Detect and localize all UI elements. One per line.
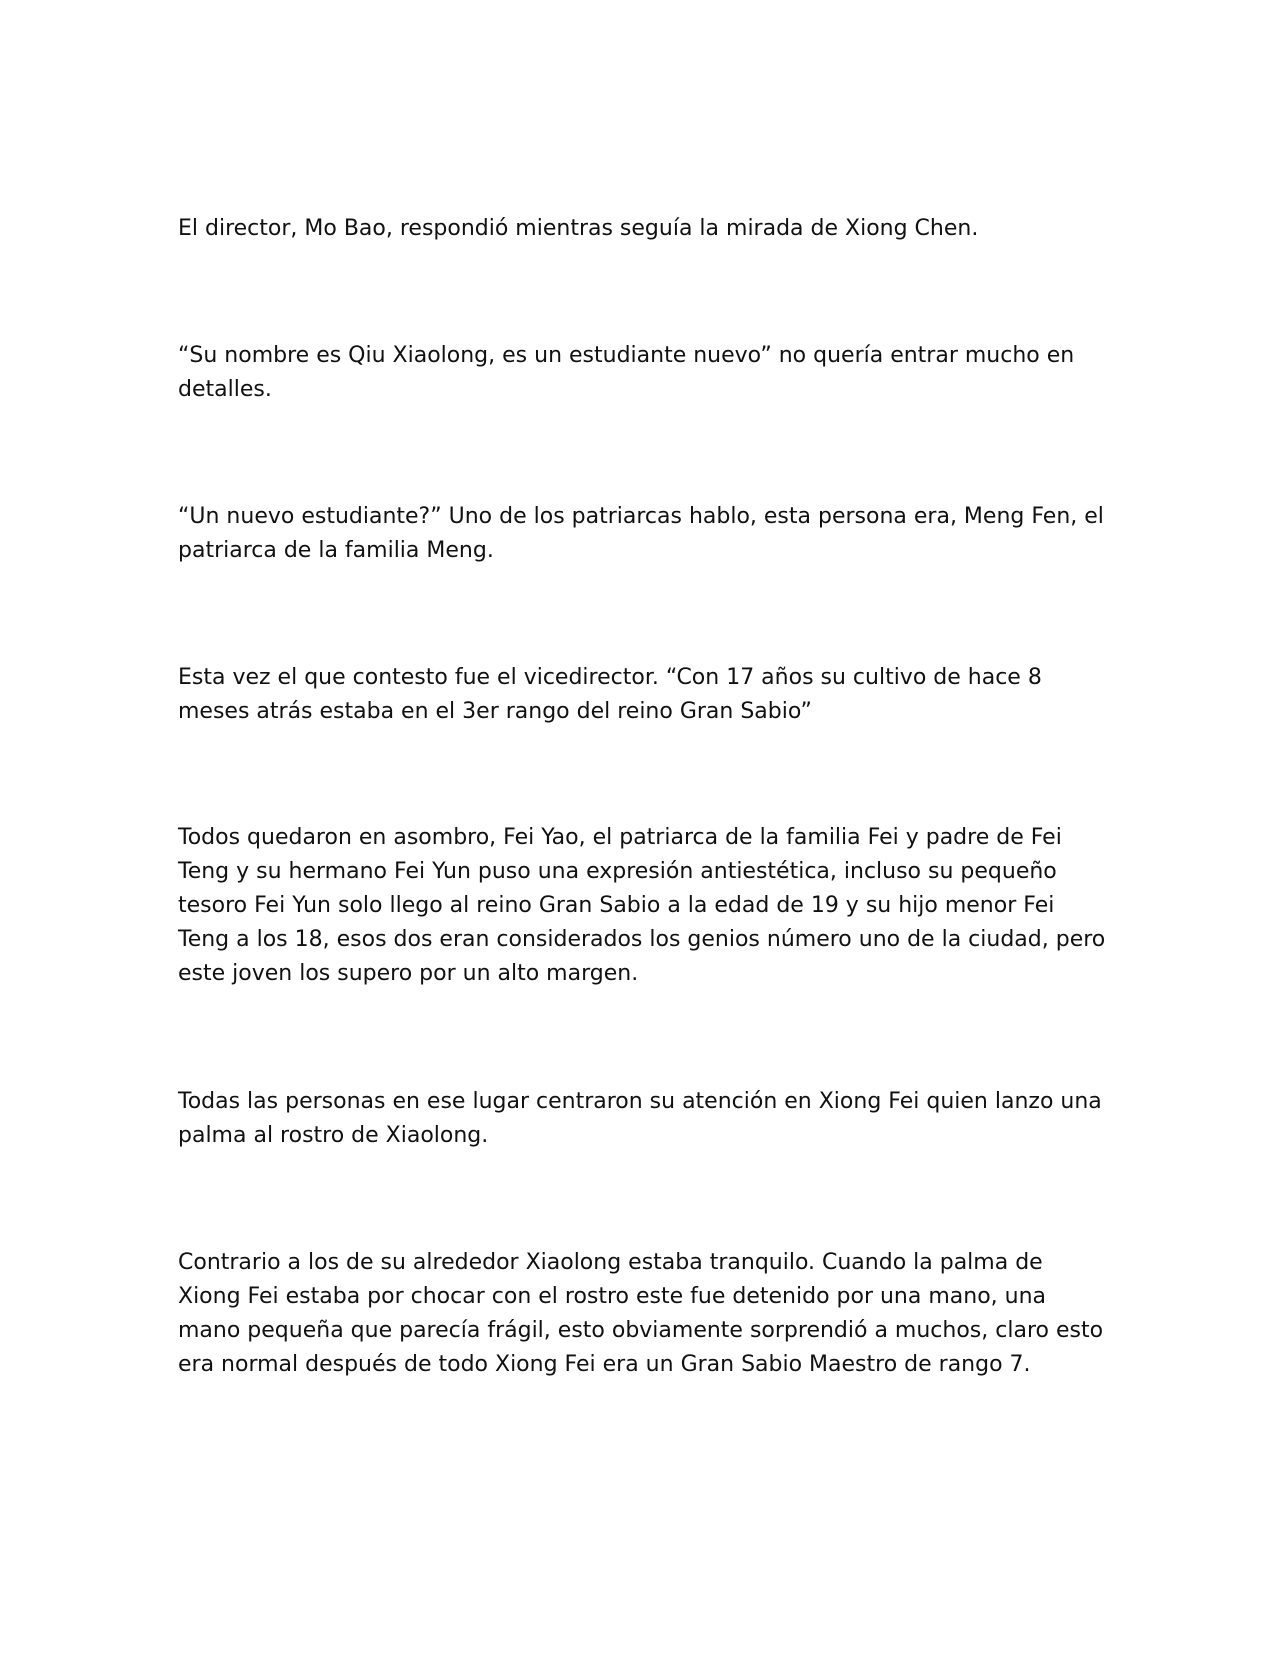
paragraph-1: El director, Mo Bao, respondió mientras seguía la mirada de Xiong Chen.	[178, 216, 979, 241]
paragraph-3: “Un nuevo estudiante?” Uno de los patriarcas hablo, esta persona era, Meng Fen, el patriarca de la familia Meng.	[178, 504, 1104, 563]
paragraph-5: Todos quedaron en asombro, Fei Yao, el patriarca de la familia Fei y padre de Fei Teng y su hermano Fei Yun puso una expresión antiestética, incluso su pequeño tesoro Fei Yun solo llego al reino Gran Sabio a la edad de 19 y su hijo menor Fei Teng a los 18, esos dos eran considerados los genios número uno de la ciudad, pero este joven los supero por un alto margen.	[178, 825, 1106, 986]
paragraph-2: “Su nombre es Qiu Xiaolong, es un estudiante nuevo” no quería entrar mucho en detalles.	[178, 343, 1075, 402]
paragraph-6: Todas las personas en ese lugar centraron su atención en Xiong Fei quien lanzo una palma al rostro de Xiaolong.	[178, 1089, 1102, 1148]
paragraph-4: Esta vez el que contesto fue el vicedirector. “Con 17 años su cultivo de hace 8 meses atrás estaba en el 3er rango del reino Gran Sabio”	[178, 665, 1042, 724]
paragraph-7: Contrario a los de su alrededor Xiaolong estaba tranquilo. Cuando la palma de Xiong Fei estaba por chocar con el rostro este fue detenido por una mano, una mano pequeña que parecía frágil, esto obviamente sorprendió a muchos, claro esto era normal después de todo Xiong Fei era un Gran Sabio Maestro de rango 7.	[178, 1250, 1104, 1377]
